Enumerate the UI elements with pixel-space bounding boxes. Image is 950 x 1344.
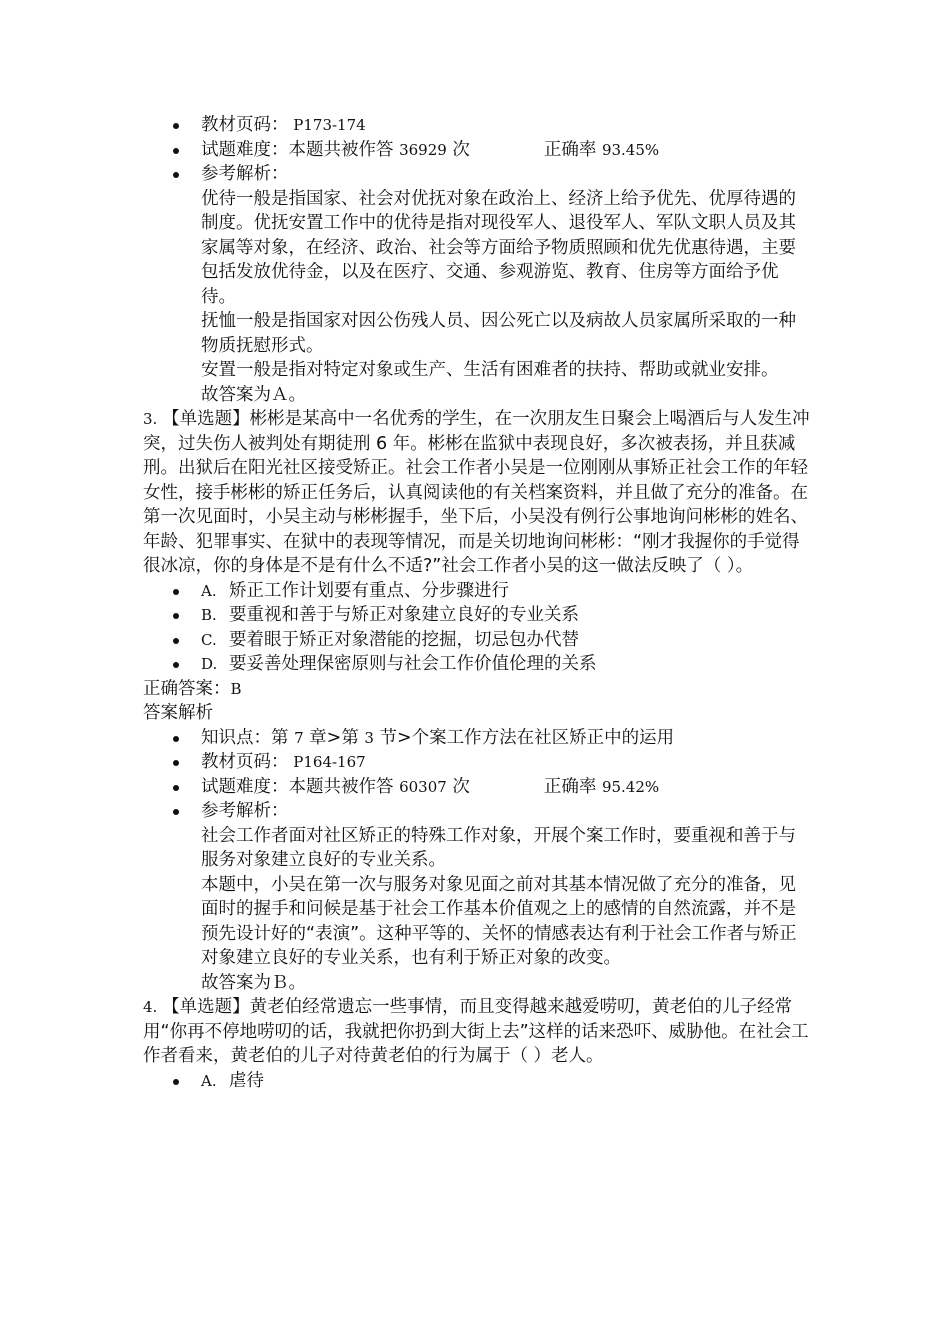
question-4 [143,995,813,1069]
answer-conclusion: 故答案为Ｂ。 [201,972,306,993]
answer-count: 36929 [399,140,447,159]
option-a: A. 矫正工作计划要有重点、分步骤进行 [143,579,813,604]
analysis-paragraph: 社会工作者面对社区矫正的特殊工作对象，开展个案工作时，要重视和善于与服务对象建立良好的专业关系。 [201,825,796,870]
accuracy-value: 95.42% [601,777,660,796]
option-a: A. 虐待 [143,1069,813,1094]
list-item [143,750,813,775]
option-c: C. 要着眼于矫正对象潜能的挖掘，切忌包办代替 [143,628,813,653]
question-number: 3. [143,410,163,428]
question-number: 4. [143,998,163,1016]
analysis-paragraph: 安置一般是指对特定对象或生产、生活有困难者的扶持、帮助或就业安排。 [201,360,779,380]
option-b: B. 要重视和善于与矫正对象建立良好的专业关系 [143,603,813,628]
question-text: 【单选题】黄老伯经常遗忘一些事情，而且变得越来越爱唠叨，黄老伯的儿子经常用“你再不停地唠叨的话，我就把你扔到大街上去”这样的话来恐吓、威胁他。在社会工作者看来，黄老伯的儿子对待黄老伯的行为属于（ ）老人。 [143,997,809,1066]
list-item [143,775,813,800]
correct-answer: 正确答案：B [143,678,242,699]
reference-analysis-label: 参考解析： [201,801,289,821]
question-text: 【单选题】彬彬是某高中一名优秀的学生，在一次朋友生日聚会上喝酒后与人发生冲突，过失伤人被判处有期徒刑 6 年。彬彬在监狱中表现良好，多次被表扬，并且获减刑。出狱后在阳光社区接受矫正。社会工作者小吴是一位刚刚从事矫正社会工作的年轻女性，接手彬彬的矫正任务后，认真阅读他的有关档案资料，并且做了充分的准备。在第一次见面时，小吴主动与彬彬握手，坐下后，小吴没有例行公事地询问彬彬的姓名、年龄、犯罪事实、在狱中的表现等情况，而是关切地询问彬彬：“刚才我握你的手觉得很冰凉，你的身体是不是有什么不适?”社会工作者小吴的这一做法反映了（ ）。 [143,409,810,576]
difficulty-label: 试题难度：本题共被作答 [201,139,400,160]
list-item [143,799,813,824]
q3-analysis-list [143,726,813,824]
answer-count: 60307 [399,777,447,796]
count-unit: 次 [446,776,470,797]
page-ref-value: P164-167 [288,753,366,771]
analysis-paragraph: 抚恤一般是指国家对因公伤残人员、因公死亡以及病故人员家属所采取的一种物质抚慰形式。 [201,311,796,356]
page-ref-label: 教材页码： [201,752,289,772]
document-content [143,113,813,1093]
option-d: D. 要妥善处理保密原则与社会工作价值伦理的关系 [143,652,813,677]
analysis-paragraph: 优待一般是指国家、社会对优抚对象在政治上、经济上给予优先、优厚待遇的制度。优抚安置工作中的优待是指对现役军人、退役军人、军队文职人员及其家属等对象，在经济、政治、社会等方面给予物质照顾和优先优惠待遇，主要包括发放优待金，以及在医疗、交通、参观游览、教育、住房等方面给予优待。 [201,188,796,307]
page-ref-label: 教材页码： [201,115,289,135]
page-ref-value: P173-174 [288,116,366,134]
reference-analysis-label: 参考解析： [201,164,289,184]
q3-options [143,579,813,677]
answer-analysis-heading: 答案解析 [143,703,213,723]
q4-options [143,1069,813,1094]
accuracy-value: 93.45% [601,140,660,159]
list-item [143,113,813,138]
list-item [143,138,813,163]
question-3 [143,407,813,579]
count-unit: 次 [446,139,470,160]
accuracy-label: 正确率 [543,776,602,797]
list-item: 知识点：第 7 章>第 3 节>个案工作方法在社区矫正中的运用 [143,726,813,751]
answer-conclusion: 故答案为Ａ。 [201,384,306,405]
analysis-paragraph: 本题中，小吴在第一次与服务对象见面之前对其基本情况做了充分的准备，见面时的握手和问候是基于社会工作基本价值观之上的感情的自然流露，并不是预先设计好的“表演”。这种平等的、关怀的情感表达有利于社会工作者与矫正对象建立良好的专业关系，也有利于矫正对象的改变。 [201,874,797,968]
q2-analysis-list [143,113,813,187]
accuracy-label: 正确率 [543,139,602,160]
difficulty-label: 试题难度：本题共被作答 [201,776,400,797]
list-item [143,162,813,187]
